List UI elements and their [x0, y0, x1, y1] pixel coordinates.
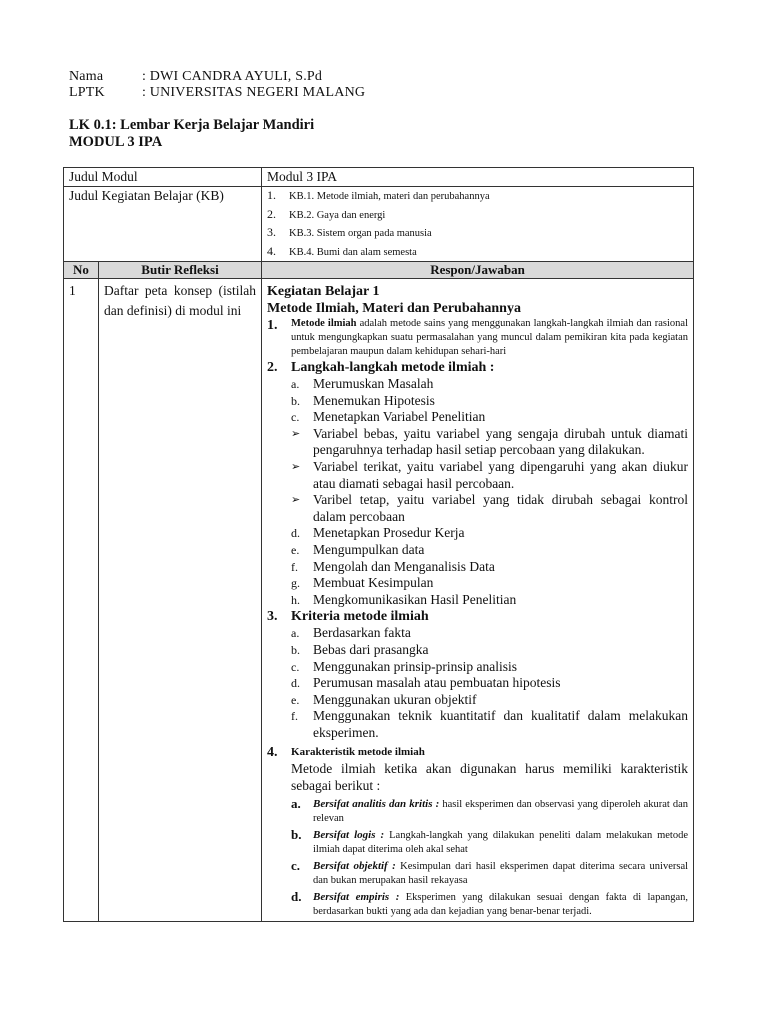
kb-item: 3. KB.3. Sistem organ pada manusia: [267, 225, 432, 239]
kb-title: Metode Ilmiah, Materi dan Perubahannya: [267, 301, 521, 316]
judul-kb-label: Judul Kegiatan Belajar (KB): [64, 187, 262, 262]
kb-list: [267, 187, 688, 261]
nama-value: : DWI CANDRA AYULI, S.Pd: [142, 69, 323, 84]
doc-title-line1: LK 0.1: Lembar Kerja Belajar Mandiri: [69, 117, 315, 133]
arrow-bullet-icon: ➢: [291, 494, 301, 507]
doc-title-line2: MODUL 3 IPA: [69, 134, 163, 150]
section-4-intro: Metode ilmiah ketika akan digunakan harus memiliki karakteristik sebagai berikut :: [291, 761, 689, 794]
nama-line: [69, 68, 322, 85]
table-header-row: [64, 262, 694, 279]
list-item: e. Mengumpulkan data: [291, 541, 425, 557]
respon-cell: [262, 279, 694, 922]
arrow-item: ➢ Varibel tetap, yaitu variabel yang tidak dirubah sebagai kontrol dalam percobaan: [291, 492, 689, 524]
worksheet-table: [63, 167, 694, 922]
list-item: a. Bersifat analitis dan kritis : hasil eksperimen dan observasi yang diperoleh akurat dan relevan: [291, 795, 689, 824]
nama-label: Nama: [69, 69, 104, 84]
section-4-title: Karakteristik metode ilmiah: [291, 746, 425, 759]
lptk-line: [69, 84, 365, 101]
kb-item: 4. KB.4. Bumi dan alam semesta: [267, 243, 417, 258]
kb-item: 1. KB.1. Metode ilmiah, materi dan perubahannya: [267, 188, 490, 202]
term-metode-ilmiah: Metode ilmiah: [291, 318, 357, 329]
table-row: [64, 279, 694, 922]
section-3-title: Kriteria metode ilmiah: [291, 609, 429, 625]
arrow-item: ➢ Variabel bebas, yaitu variabel yang sengaja dirubah untuk diamati pengaruhnya terhadap hasil setiap percobaan yang dilakukan.: [291, 425, 689, 458]
arrow-item: ➢ Variabel terikat, yaitu variabel yang dipengaruhi yang akan diukur atau diamati sebagai hasil percobaan.: [291, 458, 689, 491]
list-item: e. Menggunakan ukuran objektif: [291, 691, 477, 707]
kb-list-cell: [262, 187, 694, 262]
col-header-butir: Butir Refleksi: [99, 262, 262, 279]
col-header-respon: Respon/Jawaban: [262, 262, 694, 279]
row-number: 1: [64, 279, 99, 922]
section-2: 2. Langkah-langkah metode ilmiah :: [267, 359, 688, 376]
list-item: a. Merumuskan Masalah: [291, 376, 434, 391]
col-header-no: No: [64, 262, 99, 279]
list-item: c. Menetapkan Variabel Penelitian: [291, 409, 486, 425]
list-item: d. Menetapkan Prosedur Kerja: [291, 525, 465, 541]
arrow-bullet-icon: ➢: [291, 427, 301, 440]
section-2-title: Langkah-langkah metode ilmiah :: [291, 360, 495, 375]
list-item: d. Bersifat empiris : Eksperimen yang dilakukan sesuai dengan fakta di lapangan, berdasarkan bukti yang ada dan kejadian yang benar-benar terjadi.: [291, 888, 689, 917]
list-item: b. Bersifat logis : Langkah-langkah yang dilakukan peneliti dalam melakukan metode ilmiah dapat diterima oleh akal sehat: [291, 826, 689, 855]
arrow-bullet-icon: ➢: [291, 460, 301, 473]
row-judul-kb: [64, 187, 694, 262]
list-item: a. Berdasarkan fakta: [291, 625, 411, 641]
list-item: b. Menemukan Hipotesis: [291, 392, 435, 408]
list-item: d. Perumusan masalah atau pembuatan hipotesis: [291, 675, 561, 691]
kb-item: 2. KB.2. Gaya dan energi: [267, 206, 386, 221]
judul-modul-value: Modul 3 IPA: [262, 168, 694, 187]
list-item: g. Membuat Kesimpulan: [291, 575, 434, 591]
list-item: f. Mengolah dan Menganalisis Data: [291, 558, 495, 574]
lptk-value: : UNIVERSITAS NEGERI MALANG: [142, 85, 366, 100]
kb-heading: Kegiatan Belajar 1: [267, 284, 380, 299]
list-item: f. Menggunakan teknik kuantitatif dan kualitatif dalam melakukan eksperimen.: [291, 708, 689, 740]
row-judul-modul: [64, 168, 694, 187]
list-item: h. Mengkomunikasikan Hasil Penelitian: [291, 591, 517, 607]
list-item: c. Menggunakan prinsip-prinsip analisis: [291, 658, 517, 674]
lptk-label: LPTK: [69, 85, 105, 100]
butir-refleksi-text: Daftar peta konsep (istilah dan definisi) di modul ini: [99, 279, 262, 922]
section-4: 4. Karakteristik metode ilmiah: [267, 744, 688, 761]
section-1: 1. Metode ilmiah adalah metode sains yang menggunakan langkah-langkah ilmiah dan rasional untuk mengungkapkan suatu permasalahan yang muncul dalam pemikiran kita pada kegiatan pembelajaran maupun dalam kehidupan sehari-hari: [267, 318, 689, 357]
judul-modul-label: Judul Modul: [64, 168, 262, 187]
list-item: b. Bebas dari prasangka: [291, 641, 429, 657]
section-3: 3. Kriteria metode ilmiah: [267, 608, 688, 625]
list-item: c. Bersifat objektif : Kesimpulan dari hasil eksperimen dapat diterima secara universal dan bukan merupakan hasil rekayasa: [291, 857, 689, 886]
